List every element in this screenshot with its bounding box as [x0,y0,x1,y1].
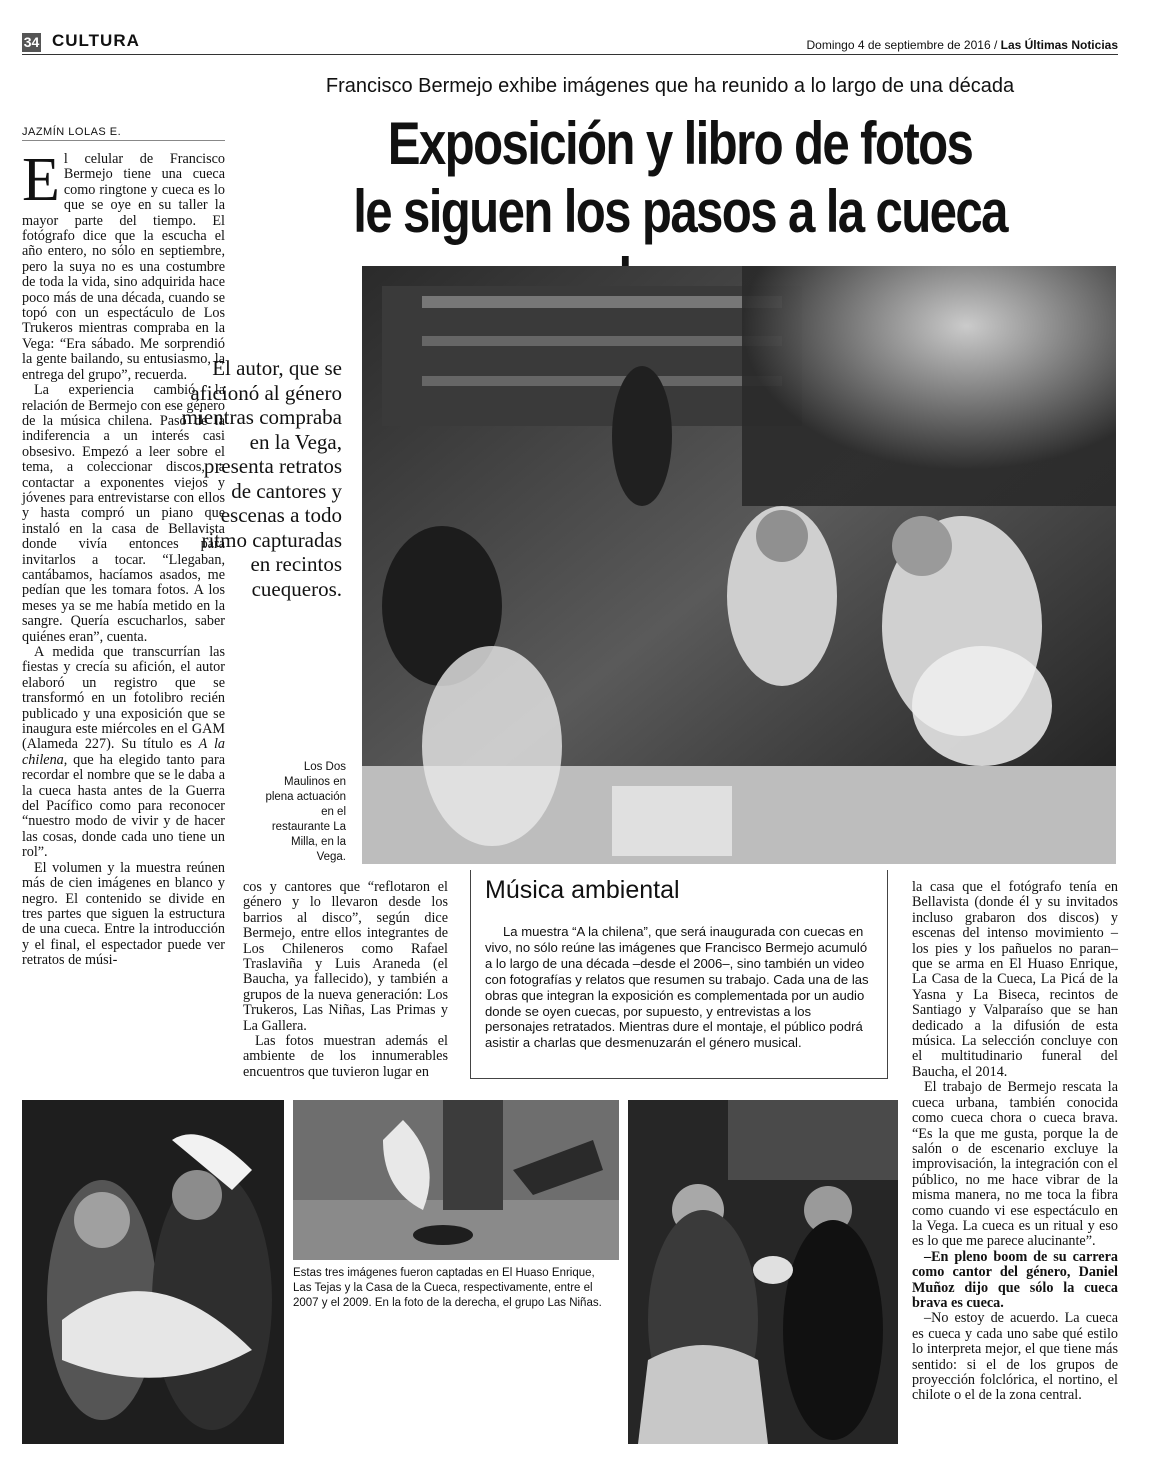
body-column-2 [243,880,448,1080]
main-photo-caption: Los Dos Maulinos en plena actuación en el restaurante La Milla, en la Vega. [265,761,346,863]
paragraph: cos y cantores que “reflotaron el género y lo llevaron desde los barrios al disco”, según dice Bermejo, entre ellos integrantes de Los Chileneros como Rafael Traslaviña y Luis Araneda (el Baucha, ya fallecido), y también a grupos de la nueva generación: Los Trukeros, Las Niñas, Las Primas y La Gallera. [243,879,448,1034]
drop-cap: E [22,146,60,214]
date: Domingo 4 de septiembre de 2016 / [806,38,1001,52]
bottom-photo-3-image [628,1100,898,1444]
bottom-photos-caption: Estas tres imágenes fueron captadas en El Huaso Enrique, Las Tejas y la Casa de la Cueca, respectivamente, entre el 2007 y el 2009. En la foto de la derecha, el grupo Las Niñas. [293,1267,602,1309]
header-rule [22,54,1118,55]
paragraph: la casa que el fotógrafo tenía en Bellavista (donde él y su invitados incluso grabaron dos discos) y escenas del intenso movimiento –los pies y los pañuelos no paran– que se arma en El Huaso Enrique, La Casa de la Cueca, La Picá de la Yasna y La Biseca, recintos de Santiago y Valparaíso que se han dedicado a la difusión de esta música. La selección concluye con el multitudinario funeral del Baucha, el 2014. [912,879,1118,1080]
bottom-photo-1-image [22,1100,284,1444]
section-title: CULTURA [52,31,140,50]
page-number: 34 [23,34,40,50]
dateline [807,37,1119,53]
body-column-3 [912,880,1118,1445]
pull-quote: El autor, que se aficionó al género mientras compraba en la Vega, presenta retratos de cantores y escenas a todo ritmo capturadas en recintos cuequeros. [181,356,342,601]
book-title: A la chilena [22,736,225,768]
headline-line-2: le siguen los pasos a la cueca [353,178,1007,245]
bottom-photo-1 [22,1100,284,1444]
paragraph: El volumen y la muestra reúnen más de cien imágenes en blanco y negro. El contenido se divide en tres partes que siguen la estructura de una cueca. Entre la introducción y el final, el espectador puede ver retratos de músi- [22,859,225,969]
paragraph: La experiencia cambió la relación de Bermejo con ese género de la música chilena. Pasó de la indiferencia a un interés casi obsesivo. Empezó a leer sobre el tema, a coleccionar discos, a contactar a exponentes viejos y jóvenes para entrevistarse con ellos y hasta compró un piano que instaló en la casa de Bellavista donde vivía entonces para invitarlos a tocar. “Llegaban, cantábamos, hacíamos asados, me pedían que les tomara fotos. A los meses ya se me había metido en la sangre. Quería escucharlos, saber quiénes eran”, cuenta. [22,382,225,645]
sidebar-box [470,870,888,1079]
sidebar-title: Música ambiental [485,876,680,904]
paragraph [22,645,225,861]
bottom-photo-3 [628,1100,898,1444]
paragraph-text: l celular de Francisco Bermejo tiene una cueca como ringtone y cueca es lo que se oye en su taller la mayor parte del tiempo. El fotógrafo dice que la escucha el año entero, no sólo en septiembre, pero la suya no es una costumbre de toda la vida, sino adquirida hace poco más de una década, cuando se topó con un espectáculo de Los Trukeros mientras compraba en la Vega: “Era sábado. Me sorprendió la gente bailando, su entusiasmo, la entrega del grupo”, recuerda. [22,151,225,383]
paragraph-text: , que ha elegido tanto para recordar el nombre que se le daba a la cueca hasta antes de la Guerra del Pacífico como para reconocer “nuestro modo de vivir y de hacer las cosas, donde cada uno tiene un rol”. [22,751,225,861]
question-text: –En pleno boom de su carrera como cantor del género, Daniel Muñoz dijo que sólo la cueca brava es cueca. [912,1248,1118,1311]
paragraph: El trabajo de Bermejo rescata la cueca urbana, también conocida como cueca chora o cueca brava. “Es la que me gusta, porque la de salón o de escenario excluye la improvisación, la integración con el público, no me hace vibrar de la misma manera, no me toca la fibra como cuando vi ese espectáculo en la Vega. La cueca es un ritual y eso es lo que me parece alucinante”. [912,1079,1118,1250]
sidebar-text: La muestra “A la chilena”, que será inaugurada con cuecas en vivo, no sólo reúne las imágenes que Francisco Bermejo acumuló a lo largo de una década –desde el 2006–, sino también un video con fotografías y relatos que resumen su trabajo. Cada una de las obras que integran la exposición es complementada por un audio donde se oyen cuecas, por supuesto, y entrevistas a los personajes retratados. Mientras dure el montaje, el público podrá asistir a charlas que desmenuzarán el género musical. [485,924,869,1051]
kicker: Francisco Bermejo exhibe imágenes que ha reunido a lo largo de una década [325,75,1015,97]
interview-answer: –No estoy de acuerdo. La cueca es cueca y cada uno sabe qué estilo lo interpreta mejor, el que tiene más sentido: si el de los grupos de proyección folclórica, el nortino, el chilote o el de la zona central. [912,1310,1118,1404]
bottom-photo-2-image [293,1100,619,1260]
paragraph-text: A medida que transcurrían las fiestas y crecía su afición, el autor elaboró un registro que se transformó en un fotolibro recién publicado y una exposición que se inaugura este miércoles en el GAM (Alameda 227). Su título es [22,644,225,753]
publication-name: Las Últimas Noticias [1000,38,1118,52]
main-photo-image [362,266,1116,864]
main-photo [362,266,1116,864]
paragraph [22,146,225,383]
paragraph: Las fotos muestran además el ambiente de los innumerables encuentros que tuvieron lugar en [243,1033,448,1080]
byline-rule [22,140,225,141]
interview-question [912,1250,1118,1312]
headline-line-1: Exposición y libro de fotos [387,110,973,177]
byline: JAZMÍN LOLAS E. [22,126,122,138]
bottom-photo-2 [293,1100,619,1260]
